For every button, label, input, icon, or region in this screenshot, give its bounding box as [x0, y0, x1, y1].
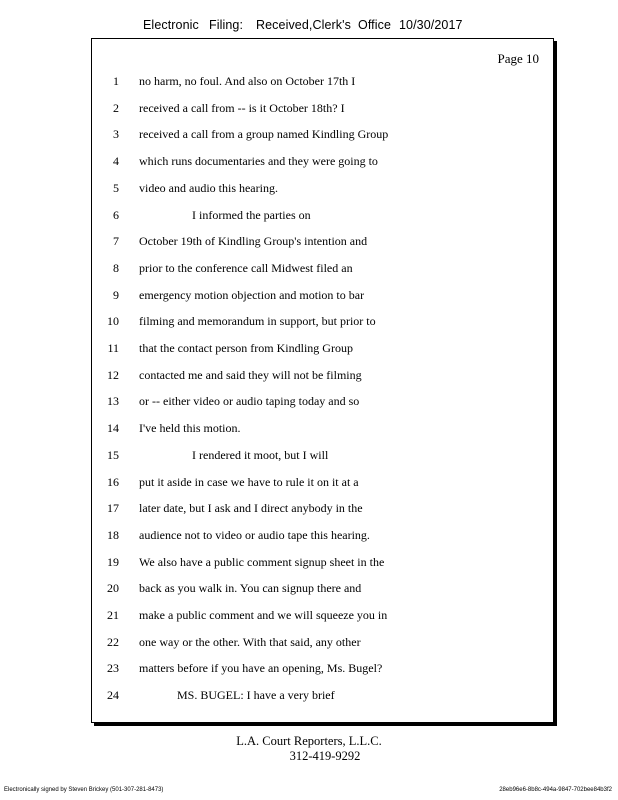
header-date: 10/30/2017: [399, 18, 463, 32]
transcript-line: [92, 288, 553, 306]
transcript-line: [92, 394, 553, 412]
line-text: emergency motion objection and motion to bar: [139, 287, 365, 302]
header-filing: Filing:: [209, 18, 244, 32]
line-text: one way or the other. With that said, any other: [139, 634, 361, 649]
transcript-line: [92, 208, 553, 226]
transcript-line: [92, 421, 553, 439]
line-text: back as you walk in. You can signup there and: [139, 581, 362, 596]
transcript-line: [92, 154, 553, 172]
transcript-line: [92, 475, 553, 493]
transcript-line: [92, 581, 553, 599]
line-number: 9: [113, 287, 119, 302]
transcript-line: [92, 74, 553, 92]
line-number: 24: [107, 688, 119, 703]
line-number: 1: [113, 74, 119, 88]
transcript-line: [92, 635, 553, 653]
line-text: I rendered it moot, but I will: [192, 447, 329, 462]
line-number: 17: [107, 501, 119, 516]
line-text: matters before if you have an opening, Ms. Bugel?: [139, 661, 383, 676]
transcript-line: [92, 341, 553, 359]
line-number: 10: [107, 314, 119, 329]
line-text: We also have a public comment signup sheet in the: [139, 554, 385, 569]
transcript-line: [92, 608, 553, 626]
line-text: no harm, no foul. And also on October 17th I: [139, 74, 356, 88]
line-number: 5: [113, 180, 119, 195]
transcript-line: [92, 127, 553, 145]
footer-phone: 312-419-9292: [289, 749, 361, 763]
line-number: 4: [113, 154, 119, 169]
line-text: later date, but I ask and I direct anybody in the: [139, 501, 363, 516]
line-text: make a public comment and we will squeeze you in: [139, 608, 388, 622]
line-text: or -- either video or audio taping today and so: [139, 394, 360, 409]
line-number: 15: [107, 447, 119, 462]
line-number: 6: [113, 207, 119, 222]
line-number: 20: [107, 581, 119, 596]
line-text: audience not to video or audio tape this hearing.: [139, 527, 370, 542]
line-number: 8: [113, 260, 119, 275]
line-text: received a call from -- is it October 18th? I: [139, 100, 345, 115]
line-text: video and audio this hearing.: [139, 180, 278, 195]
line-text: which runs documentaries and they were going to: [139, 154, 378, 169]
line-text: MS. BUGEL: I have a very brief: [177, 688, 335, 703]
line-text: contacted me and said they will not be filming: [139, 367, 362, 382]
line-text: October 19th of Kindling Group's intention and: [139, 234, 368, 249]
line-text: I informed the parties on: [192, 207, 311, 222]
line-number: 21: [107, 608, 119, 622]
line-number: 13: [107, 394, 119, 409]
transcript-line: [92, 181, 553, 199]
transcript-line: [92, 234, 553, 252]
transcript-line: [92, 368, 553, 386]
line-text: received a call from a group named Kindling Group: [139, 127, 389, 142]
transcript-line: [92, 555, 553, 573]
line-number: 7: [113, 234, 119, 249]
transcript-line: [92, 528, 553, 546]
page-number: Page 10: [497, 51, 539, 66]
line-number: 2: [113, 100, 119, 115]
line-number: 22: [107, 634, 119, 649]
line-text: I've held this motion.: [139, 421, 241, 436]
signature-left: Electronically signed by Steven Brickey (501-307-281-8473): [4, 787, 164, 793]
line-text: put it aside in case we have to rule it on it at a: [139, 474, 359, 489]
line-number: 11: [107, 341, 119, 355]
transcript-line: [92, 688, 553, 706]
transcript-line: [92, 501, 553, 519]
header-electronic: Electronic: [143, 18, 199, 32]
transcript-line: [92, 261, 553, 279]
line-text: that the contact person from Kindling Group: [139, 341, 353, 355]
line-number: 23: [107, 661, 119, 676]
line-number: 18: [107, 527, 119, 542]
line-number: 16: [107, 474, 119, 489]
signature-right: 28eb96e6-8b8c-494a-9847-702bee84b3f2: [499, 787, 612, 793]
transcript-line: [92, 314, 553, 332]
line-number: 3: [113, 127, 119, 142]
header-office: Office: [358, 18, 392, 32]
footer-company: L.A. Court Reporters, L.L.C.: [236, 734, 382, 748]
transcript-line: [92, 101, 553, 119]
line-number: 14: [107, 421, 119, 436]
line-number: 12: [107, 367, 119, 382]
line-text: prior to the conference call Midwest filed an: [139, 260, 353, 275]
line-number: 19: [107, 554, 119, 569]
line-text: filming and memorandum in support, but prior to: [139, 314, 376, 329]
transcript-line: [92, 661, 553, 679]
header-received: Received,Clerk's: [256, 18, 351, 32]
transcript-page: [91, 38, 554, 723]
transcript-line: [92, 448, 553, 466]
